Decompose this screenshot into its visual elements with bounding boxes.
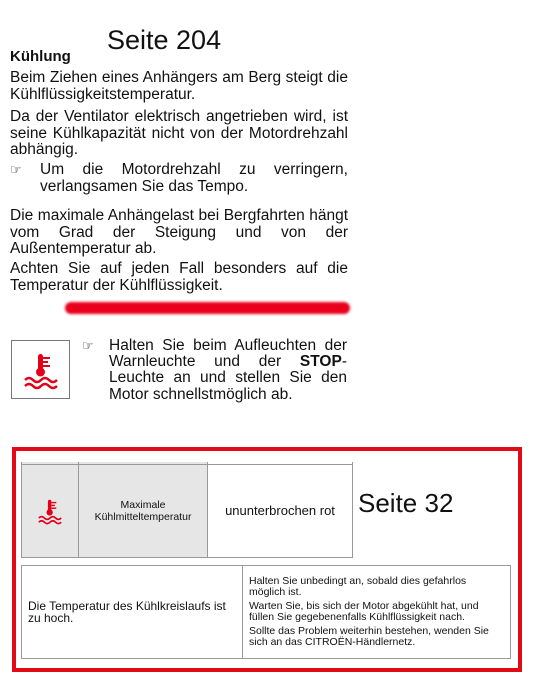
cause-action-table bbox=[21, 565, 511, 659]
paragraph-trailer-climb: Beim Ziehen eines Anhängers am Berg steigt die Kühlflüssigkeitstemperatur. bbox=[10, 69, 348, 103]
bullet-reduce-speed bbox=[10, 162, 348, 195]
section-heading: Kühlung bbox=[10, 48, 71, 65]
coolant-warning-icon-box bbox=[11, 340, 70, 399]
stop-word: STOP bbox=[299, 353, 342, 371]
cause-cell: Die Temperatur des Kühlkreislaufs ist zu hoch. bbox=[22, 566, 243, 659]
pointing-hand-icon: ☞ bbox=[10, 162, 22, 177]
bullet-text: Halten Sie beim Aufleuchten der Warnleuchte und der STOP-Leuchte an und stellen Sie den Motor schnellstmöglich ab. bbox=[109, 337, 347, 403]
action-cell bbox=[243, 566, 511, 659]
action-line: Warten Sie, bis sich der Motor abgekühlt hat, und füllen Sie gegebenenfalls Kühlflüssigkeit nach. bbox=[249, 599, 479, 623]
paragraph-fan: Da der Ventilator elektrisch angetrieben wird, ist seine Kühlkapazität nicht von der Motordrehzahl abhängig. bbox=[10, 108, 348, 158]
page-reference-top: Seite 204 bbox=[107, 25, 222, 55]
action-line: Sollte das Problem weiterhin bestehen, wenden Sie sich an das CITROËN-Händlernetz. bbox=[249, 624, 489, 648]
indicator-label-cell: Maximale Kühlmitteltemperatur bbox=[79, 465, 208, 558]
page-reference-table: Seite 32 bbox=[358, 488, 454, 518]
icon-cell bbox=[22, 465, 79, 558]
paragraph-max-load: Die maximale Anhängelast bei Bergfahrten hängt vom Grad der Steigung und von der Außentemperatur ab. bbox=[10, 207, 348, 257]
coolant-temperature-icon bbox=[36, 497, 64, 525]
action-line: Halten Sie unbedingt an, sobald dies gefahrlos möglich ist. bbox=[249, 574, 467, 598]
indicator-status-cell: ununterbrochen rot bbox=[208, 465, 353, 558]
bullet-warning-stop bbox=[82, 338, 347, 403]
paragraph-attention: Achten Sie auf jeden Fall besonders auf die Temperatur der Kühlflüssigkeit. bbox=[10, 260, 348, 294]
red-highlight-underline bbox=[65, 302, 350, 314]
coolant-temperature-icon bbox=[21, 350, 61, 390]
indicator-table bbox=[21, 462, 353, 558]
bullet-text: Um die Motordrehzahl zu verringern, verlangsamen Sie das Tempo. bbox=[40, 161, 348, 195]
pointing-hand-icon: ☞ bbox=[82, 338, 94, 353]
